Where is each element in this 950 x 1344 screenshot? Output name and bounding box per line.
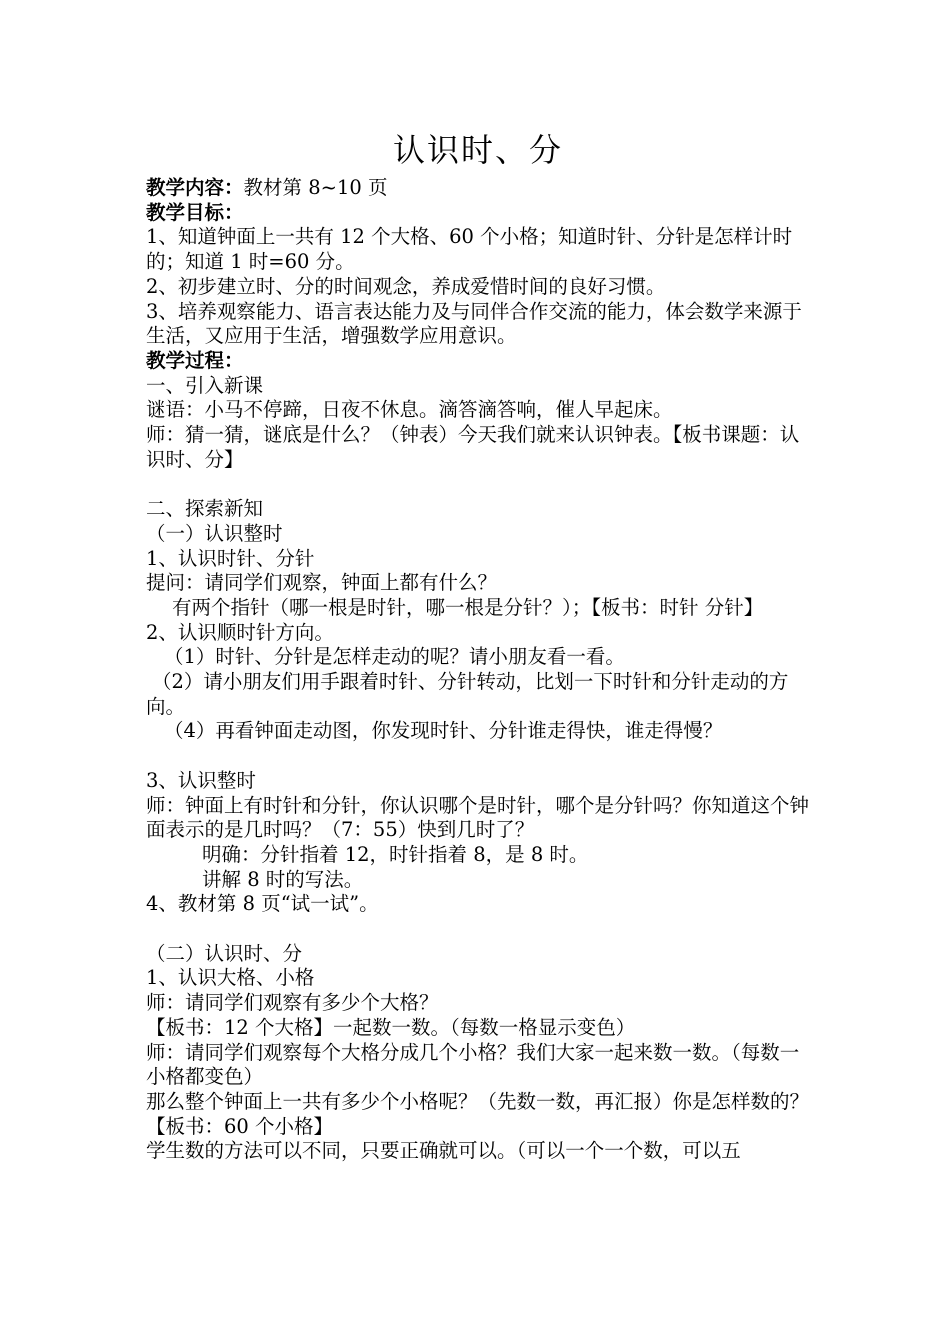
part-2-last-line: 学生数的方法可以不同，只要正确就可以。（可以一个一个数，可以五 (146, 1139, 741, 1163)
teaching-goals-label: 教学目标： (146, 200, 244, 224)
part-2-question-2: 师：请同学们观察每个大格分成几个小格？我们大家一起来数一数。（每数一小格都变色） (146, 1040, 800, 1089)
teaching-content (146, 176, 810, 201)
section-1-teacher: 师：猜一猜，谜底是什么？（钟表）今天我们就来认识钟表。【板书课题：认识时、分】 (146, 423, 800, 471)
sub-2-heading: 2、认识顺时针方向。 (146, 620, 334, 644)
sub-2-item-4: （4）再看钟面走动图，你发现时针、分针谁走得快，谁走得慢？ (164, 719, 723, 743)
sub-2-item-1: （1）时针、分针是怎样走动的呢？请小朋友看一看。 (164, 645, 625, 669)
sub-2-item-2: （2）请小朋友们用手跟着时针、分针转动，比划一下时针和分针走动的方向。 (146, 670, 789, 718)
sub-1-answer: 有两个指针（哪一根是时针，哪一根是分针？）；【板书：时针 分针】 (172, 595, 764, 619)
goal-item-1: 1、知道钟面上一共有 12 个大格、60 个小格；知道时针、分针是怎样计时的；知道 1 时=60 分。 (146, 225, 793, 274)
sub-3-explain: 讲解 8 时的写法。 (202, 867, 364, 891)
part-1-heading: （一）认识整时 (146, 521, 283, 545)
sub-1-question: 提问：请同学们观察，钟面上都有什么？ (146, 571, 498, 595)
goal-item-2: 2、初步建立时、分的时间观念，养成爱惜时间的良好习惯。 (146, 274, 666, 298)
page-title: 认识时、分 (392, 131, 563, 169)
blank-line (146, 472, 810, 497)
part-2-heading: （二）认识时、分 (146, 941, 303, 965)
sub-3-clarify: 明确：分针指着 12，时针指着 8，是 8 时。 (202, 842, 589, 866)
section-2-heading: 二、探索新知 (146, 497, 264, 521)
part-2-sub-1-heading: 1、认识大格、小格 (146, 966, 315, 990)
sub-4: 4、教材第 8 页“试一试”。 (146, 892, 379, 916)
blank-line (146, 917, 810, 942)
document-page (146, 130, 810, 1164)
blank-line (146, 744, 810, 769)
sub-3-heading: 3、认识整时 (146, 768, 256, 792)
teaching-content-text: 教材第 8~10 页 (243, 176, 388, 199)
section-1-riddle: 谜语：小马不停蹄，日夜不休息。滴答滴答响，催人早起床。 (146, 398, 673, 422)
teaching-process-label: 教学过程： (146, 348, 244, 372)
part-2-board-2: 【板书：60 个小格】 (146, 1114, 334, 1138)
part-2-question-1: 师：请同学们观察有多少个大格？ (146, 991, 439, 1015)
sub-1-heading: 1、认识时针、分针 (146, 546, 315, 570)
part-2-board-1: 【板书：12 个大格】一起数一数。（每数一格显示变色） (146, 1015, 636, 1039)
teaching-content-label: 教学内容： (146, 176, 244, 199)
part-2-question-3: 那么整个钟面上一共有多少个小格呢？（先数一数，再汇报）你是怎样数的？ (146, 1089, 810, 1113)
goal-item-3: 3、培养观察能力、语言表达能力及与同伴合作交流的能力，体会数学来源于生活，又应用于生活，增强数学应用意识。 (146, 299, 802, 348)
sub-3-teacher: 师：钟面上有时针和分针，你认识哪个是时针，哪个是分针吗？你知道这个钟面表示的是几时吗？（7：55）快到几时了？ (146, 793, 810, 842)
section-1-heading: 一、引入新课 (146, 373, 264, 397)
